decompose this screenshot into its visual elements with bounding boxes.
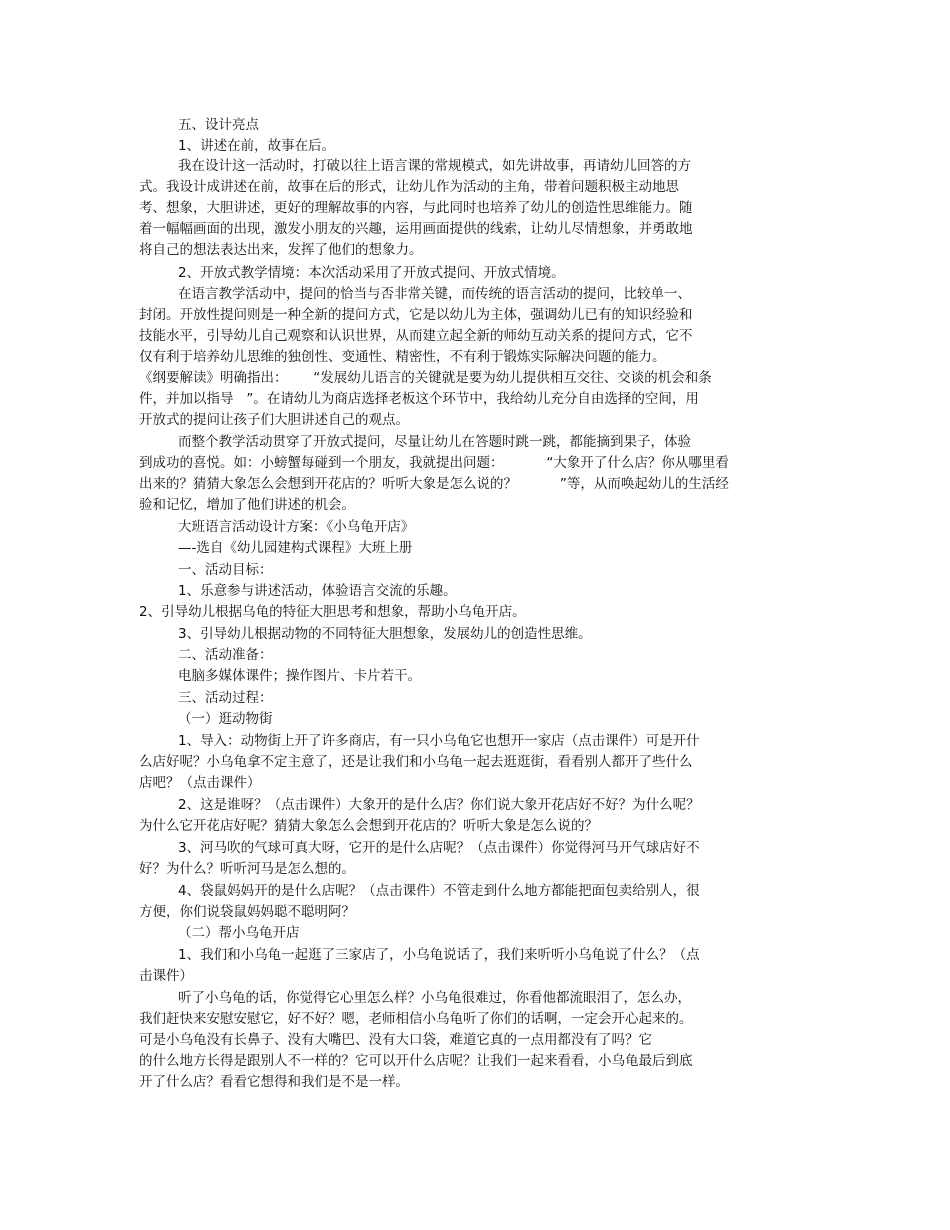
text-line: 考、想象，大胆讲述，更好的理解故事的内容，与此同时也培养了幼儿的创造性思维能力。随 (139, 200, 693, 216)
text-line: 而整个教学活动贯穿了开放式提问，尽量让幼儿在答题时跳一跳，都能摘到果子，体验 (178, 434, 691, 450)
section-heading: 三、活动过程： (178, 690, 273, 706)
text-line: 式。我设计成讲述在前，故事在后的形式，让幼儿作为活动的主角，带着问题积极主动地思 (139, 179, 679, 195)
text-line: 技能水平，引导幼儿自己观察和认识世界，从而建立起全新的师幼互动关系的提问方式，它不 (139, 328, 693, 344)
text-line: 封闭。开放性提问则是一种全新的提问方式，它是以幼儿为主体，强调幼儿已有的知识经验和 (139, 307, 693, 323)
text-line: 听了小乌龟的话，你觉得它心里怎么样？小乌龟很难过，你看他都流眼泪了，怎么办， (178, 990, 691, 1006)
text-line: 电脑多媒体课件；操作图片、卡片若干。 (178, 668, 421, 684)
section-heading: 二、活动准备： (178, 647, 273, 663)
plan-title: 大班语言活动设计方案：《小乌龟开店》 (178, 519, 415, 535)
section-heading: 五、设计亮点 (178, 117, 259, 133)
text-line: 到成功的喜悦。如：小螃蟹每碰到一个朋友，我就提出问题： “大象开了什么店？你从哪里看 (139, 455, 729, 471)
text-line: 验和记忆，增加了他们讲述的机会。 (139, 497, 355, 513)
text-line: 2、这是谁呀？（点击课件）大象开的是什么店？你们说大象开花店好不好？为什么呢？ (178, 797, 700, 813)
text-line: 为什么它开花店好呢？猜猜大象怎么会想到开花店的？听听大象是怎么说的？ (139, 818, 598, 834)
text-line: 将自己的想法表达出来，发挥了他们的想象力。 (139, 242, 423, 258)
text-line: 出来的？猜猜大象怎么会想到开花店的？听听大象是怎么说的？ ”等，从而唤起幼儿的生活经 (139, 476, 729, 492)
section-heading: 一、活动目标： (178, 562, 273, 578)
subsection-heading: 2、开放式教学情境：本次活动采用了开放式提问、开放式情境。 (178, 265, 565, 281)
text-line: 的什么地方长得是跟别人不一样的？它可以开什么店呢？让我们一起来看看，小乌龟最后到底 (139, 1053, 693, 1069)
text-line: 开放式的提问让孩子们大胆讲述自己的观点。 (139, 412, 409, 428)
text-line: 击课件） (139, 968, 193, 984)
text-line: 开了什么店？看看它想得和我们是不是一样。 (139, 1074, 409, 1090)
text-line: 着一幅幅画面的出现，激发小朋友的兴趣，运用画面提供的线索，让幼儿尽情想象，并勇敢地 (139, 221, 693, 237)
subsection-heading: （二）帮小乌龟开店 (178, 925, 300, 941)
plan-source: —-选自《幼儿园建构式课程》大班上册 (178, 540, 413, 556)
text-line: 《纲要解读》明确指出： “发展幼儿语言的关键就是要为幼儿提供相互交往、交谈的机会和条 (139, 370, 712, 386)
text-line: 在语言教学活动中，提问的恰当与否非常关键，而传统的语言活动的提问，比较单一、 (178, 286, 691, 302)
text-line: 好？为什么？听听河马是怎么想的。 (139, 861, 355, 877)
text-line: 方便，你们说袋鼠妈妈聪不聪明阿？ (139, 904, 355, 920)
text-line: 可是小乌龟没有长鼻子、没有大嘴巴、没有大口袋，难道它真的一点用都没有了吗？它 (139, 1032, 652, 1048)
text-line: 3、河马吹的气球可真大呀，它开的是什么店呢？（点击课件）你觉得河马开气球店好不 (178, 840, 700, 856)
text-line: 么店好呢？小乌龟拿不定主意了，还是让我们和小乌龟一起去逛逛街，看看别人都开了些什么 (139, 754, 693, 770)
text-line: 我们赶快来安慰安慰它，好不好？嗯，老师相信小乌龟听了你们的话啊，一定会开心起来的。 (139, 1011, 693, 1027)
list-item: 2、引导幼儿根据乌龟的特征大胆思考和想象，帮助小乌龟开店。 (139, 604, 526, 620)
text-line: 我在设计这一活动时，打破以往上语言课的常规模式，如先讲故事，再请幼儿回答的方 (178, 158, 691, 174)
subsection-heading: （一）逛动物街 (178, 711, 273, 727)
subsection-heading: 1、讲述在前，故事在后。 (178, 138, 336, 154)
list-item: 1、乐意参与讲述活动，体验语言交流的乐趣。 (178, 583, 457, 599)
list-item: 3、引导幼儿根据动物的不同特征大胆想象，发展幼儿的创造性思维。 (178, 626, 592, 642)
text-line: 1、我们和小乌龟一起逛了三家店了，小乌龟说话了，我们来听听小乌龟说了什么？（点 (178, 947, 700, 963)
text-line: 1、导入：动物街上开了许多商店，有一只小乌龟它也想开一家店（点击课件）可是开什 (178, 733, 700, 749)
text-line: 件，并加以指导 ”。在请幼儿为商店选择老板这个环节中，我给幼儿充分自由选择的空间，用 (139, 391, 699, 407)
text-line: 4、袋鼠妈妈开的是什么店呢？（点击课件）不管走到什么地方都能把面包卖给别人，很 (178, 883, 700, 899)
text-line: 店吧？（点击课件） (139, 775, 261, 791)
text-line: 仅有利于培养幼儿思维的独创性、变通性、精密性，不有利于锻炼实际解决问题的能力。 (139, 349, 666, 365)
